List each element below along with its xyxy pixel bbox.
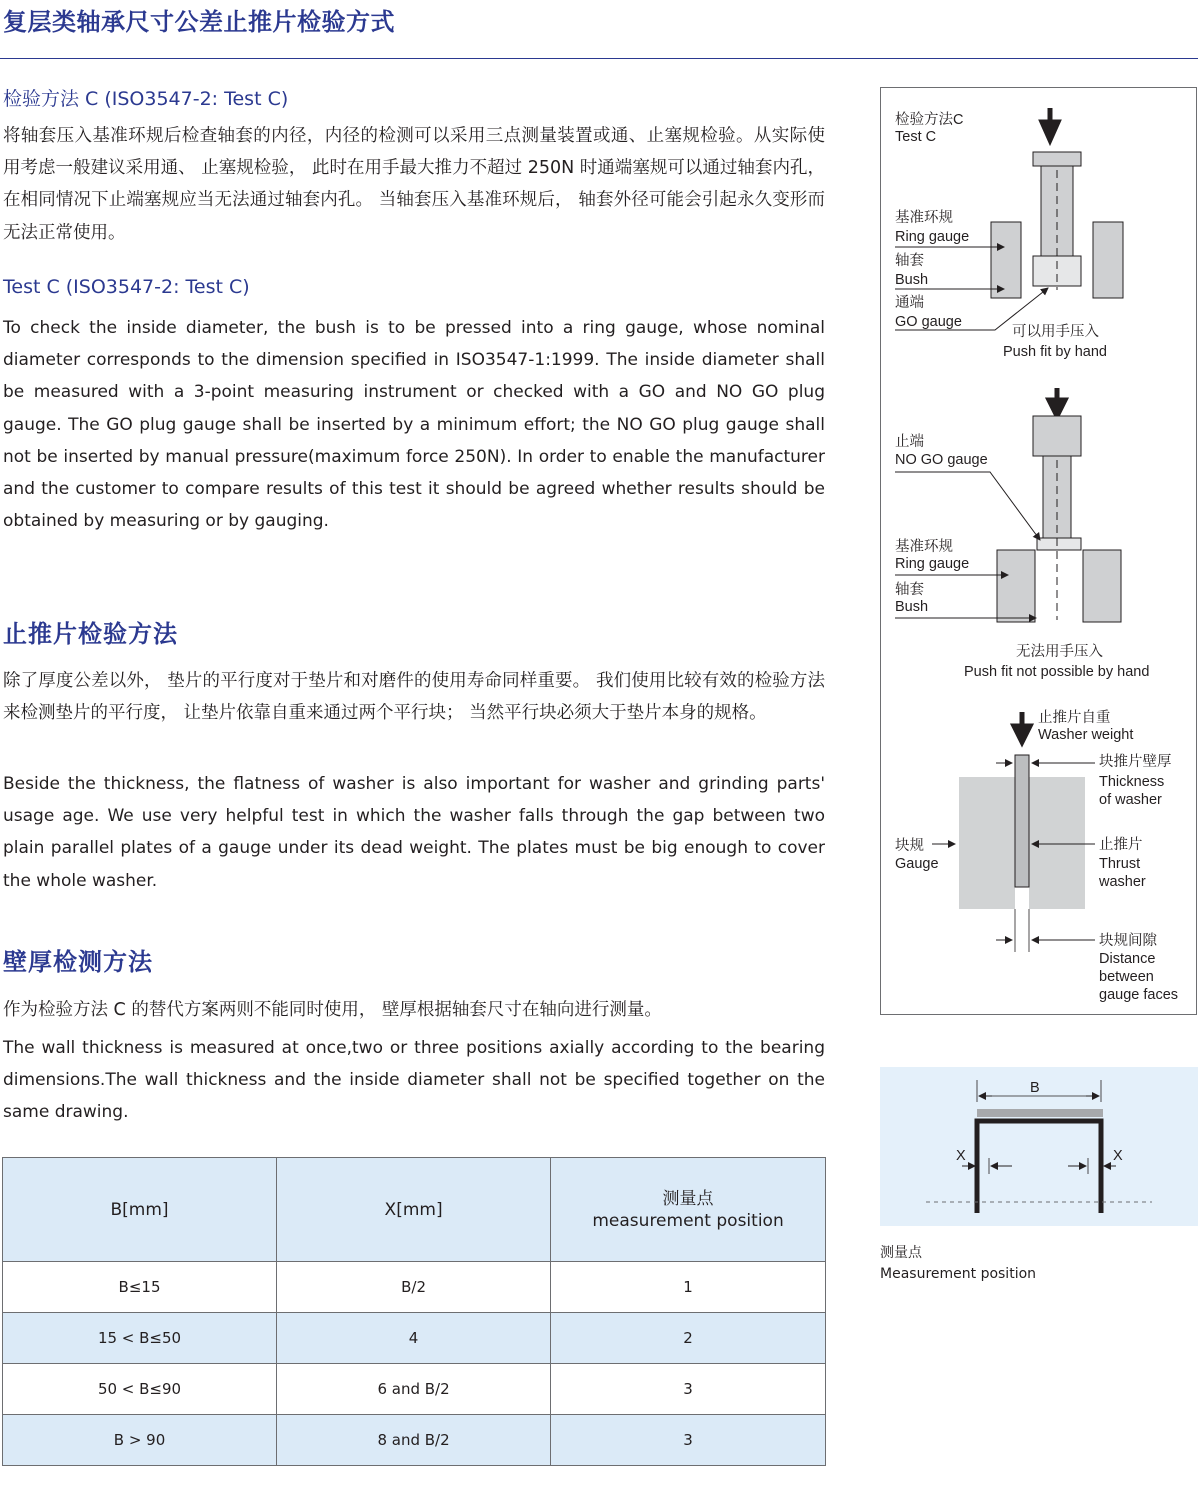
label-x-right: X [1113, 1148, 1123, 1164]
caption-zh: 测量点 [880, 1245, 922, 1261]
cell-position: 3 [551, 1364, 826, 1415]
test-c-body-zh: 将轴套压入基准环规后检查轴套的内径，内径的检测可以采用三点测量装置或通、止塞规检验。从实际使用考虑一般建议采用通、 止塞规检验， 此时在用手最大推力不超过 250N 时通端塞规可以通过轴套内孔， 在相同情况下止端塞规应当无法通过轴套内孔。 当轴套压入基准环规后， 轴套外径可能会引起永久变形而无法正常使用。 [3, 126, 825, 243]
label-weight-en: Washer weight [1038, 727, 1134, 743]
label-thrust-zh: 止推片 [1099, 837, 1143, 853]
header-position-zh: 测量点 [662, 1188, 714, 1209]
label-ring-en: Ring gauge [895, 556, 970, 572]
label-nogo-zh: 止端 [895, 434, 924, 450]
label-thickness-zh: 块推片壁厚 [1099, 754, 1172, 770]
label-push-not-zh: 无法用手压入 [1016, 644, 1103, 660]
page-title: 复层类轴承尺寸公差止推片检验方式 [3, 8, 395, 36]
cell-x: 4 [277, 1313, 551, 1364]
label-thickness-en1: Thickness [1099, 774, 1165, 790]
label-ring-zh: 基准环规 [895, 539, 953, 555]
cell-x: B/2 [277, 1262, 551, 1313]
label-bush-en: Bush [895, 272, 929, 288]
thrust-washer [1015, 755, 1029, 887]
label-distance-zh: 块规间隙 [1099, 933, 1157, 949]
cell-position: 1 [551, 1262, 826, 1313]
wall-heading: 壁厚检测方法 [3, 948, 153, 976]
washer-heading: 止推片检验方法 [3, 620, 178, 648]
cell-x: 6 and B/2 [277, 1364, 551, 1415]
ring-gauge-right [1083, 550, 1121, 622]
ring-gauge-left [997, 550, 1035, 622]
wall-body-en: The wall thickness is measured at once,two or three positions axially according to the bearing dimensions.The wall thickness and the inside diameter shall not be specified together on the same drawing. [3, 1038, 825, 1123]
go-gauge-head [1033, 152, 1081, 166]
label-push-zh: 可以用手压入 [1012, 324, 1099, 340]
label-push-en: Push fit by hand [1003, 344, 1107, 360]
label-go-en: GO gauge [895, 314, 962, 330]
cell-x: 8 and B/2 [277, 1415, 551, 1466]
test-c-heading-zh: 检验方法 C (ISO3547-2: Test C) [3, 88, 289, 110]
wall-figure-caption [880, 1243, 1036, 1285]
cell-b: B≤15 [3, 1262, 277, 1313]
label-distance-en1: Distance [1099, 951, 1156, 967]
washer-body-en: Beside the thickness, the flatness of washer is also important for washer and grinding parts' usage age. We use very helpful test in which the washer falls through the gap between two plain parallel plates of a gauge under its dead weight. The plates must be big enough to cover the whole washer. [3, 774, 825, 891]
nogo-gauge-head [1033, 416, 1081, 456]
label-bush-zh: 轴套 [895, 253, 924, 269]
test-c-heading-en: Test C (ISO3547-2: Test C) [3, 276, 250, 298]
label-distance-en3: gauge faces [1099, 987, 1179, 1003]
label-thickness-en2: of washer [1099, 792, 1162, 808]
label-go-zh: 通端 [895, 295, 924, 311]
label-ring-en: Ring gauge [895, 229, 970, 245]
label-test-c-zh: 检验方法C [895, 112, 964, 128]
label-gauge-zh: 块规 [895, 838, 924, 854]
label-x-left: X [956, 1148, 966, 1164]
label-weight-zh: 止推片自重 [1038, 710, 1111, 726]
label-nogo-en: NO GO gauge [895, 452, 988, 468]
header-x: X[mm] [277, 1158, 551, 1262]
nogo-gauge-tip [1037, 538, 1081, 550]
label-ring-zh: 基准环规 [895, 210, 953, 226]
header-position-en: measurement position [592, 1210, 784, 1231]
ring-gauge-left [991, 222, 1021, 298]
header-b: B[mm] [3, 1158, 277, 1262]
cell-b: B > 90 [3, 1415, 277, 1466]
caption-en: Measurement position [880, 1266, 1037, 1282]
label-push-not-en: Push fit not possible by hand [964, 664, 1150, 680]
label-gauge-en: Gauge [895, 856, 939, 872]
cell-position: 2 [551, 1313, 826, 1364]
bearing-outer-layer [977, 1109, 1103, 1117]
wall-body-zh: 作为检验方法 C 的替代方案两则不能同时使用， 壁厚根据轴套尺寸在轴向进行测量。 [3, 1000, 662, 1020]
washer-body-zh: 除了厚度公差以外， 垫片的平行度对于垫片和对磨件的使用寿命同样重要。 我们使用比较有效的检验方法来检测垫片的平行度， 让垫片依靠自重来通过两个平行块； 当然平行块必须大于垫片本身的规格。 [3, 671, 825, 724]
test-c-body-en: To check the inside diameter, the bush is to be pressed into a ring gauge, whose nominal diameter corresponds to the dimension specified in ISO3547-1:1999. The inside diameter shall be measured with a 3-point measuring instrument or checked with a GO and NO GO plug gauge. The GO plug gauge shall be inserted by a minimum effort; the NO GO plug gauge shall not be inserted by manual pressure(maximum force 250N). In order to enable the manufacturer and the customer to compare results of this test it should be agreed whether results should be obtained by measuring or by gauging. [3, 318, 825, 532]
cell-position: 3 [551, 1415, 826, 1466]
label-b: B [1030, 1080, 1040, 1096]
cell-b: 50 < B≤90 [3, 1364, 277, 1415]
label-thrust-en1: Thrust [1099, 856, 1141, 872]
label-test-c-en: Test C [895, 129, 937, 145]
label-thrust-en2: washer [1099, 874, 1146, 890]
label-bush-zh: 轴套 [895, 582, 924, 598]
cell-b: 15 < B≤50 [3, 1313, 277, 1364]
label-distance-en2: between [1099, 969, 1154, 985]
ring-gauge-right [1093, 222, 1123, 298]
label-bush-en: Bush [895, 599, 929, 615]
